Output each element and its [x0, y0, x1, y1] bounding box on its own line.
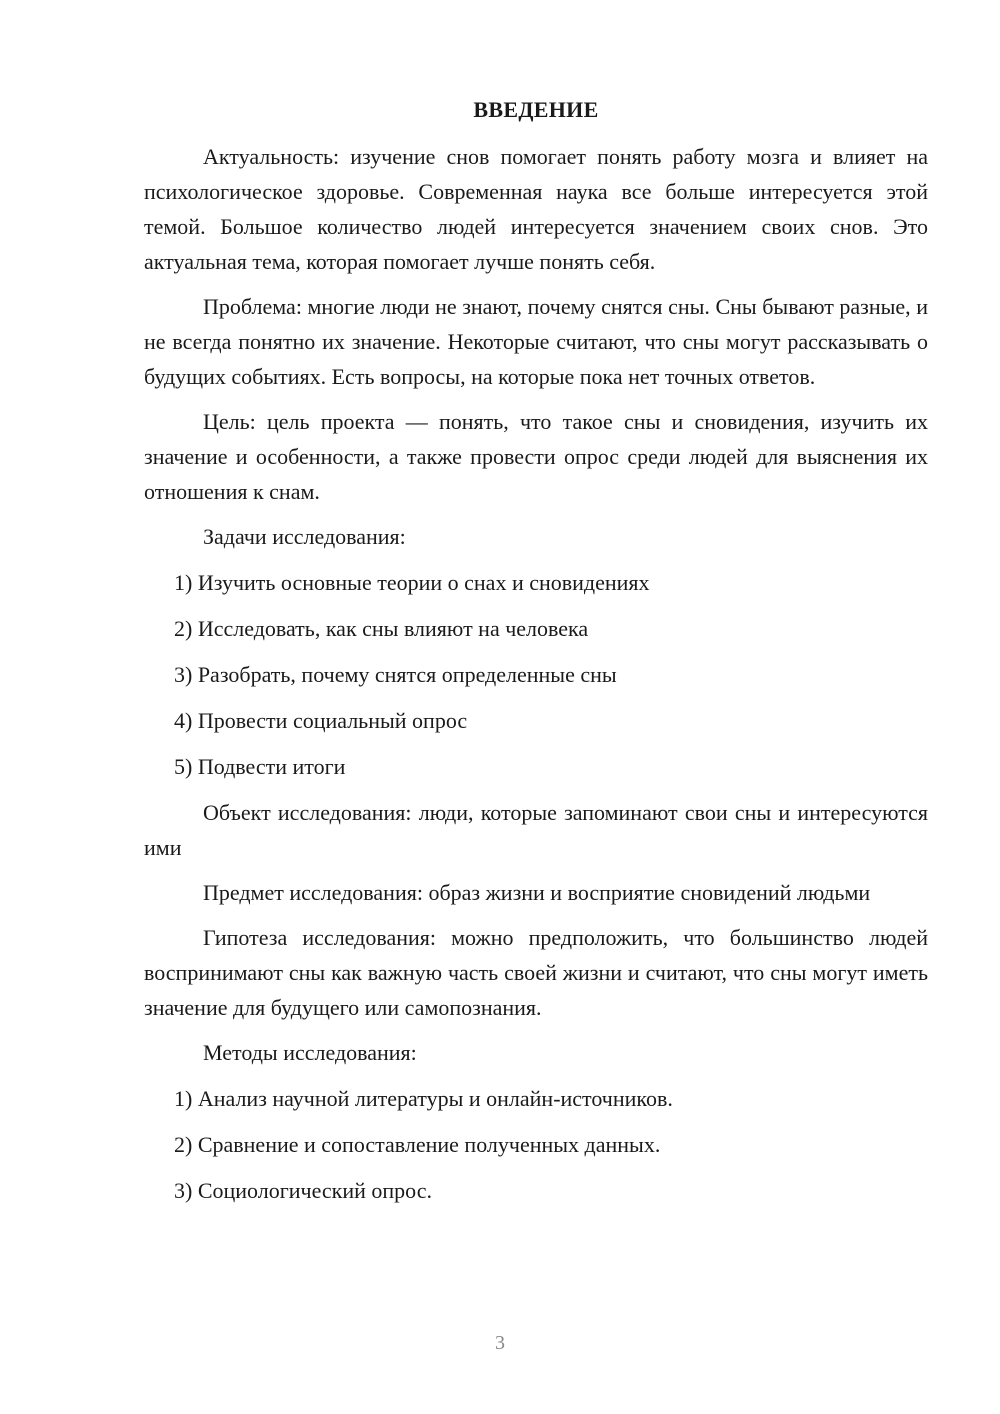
problem-paragraph: Проблема: многие люди не знают, почему снятся сны. Сны бывают разные, и не всегда понятно их значение. Некоторые считают, что сны могут рассказывать о будущих событиях. Есть вопросы, на которые пока нет точных ответов.: [144, 294, 928, 389]
list-item: 3) Разобрать, почему снятся определенные сны: [174, 662, 617, 687]
list-item: 1) Изучить основные теории о снах и сновидениях: [174, 570, 650, 595]
list-item: 2) Исследовать, как сны влияют на человека: [174, 616, 589, 641]
methods-heading: Методы исследования:: [203, 1040, 417, 1065]
document-page: [144, 95, 928, 1208]
hypothesis-paragraph: Гипотеза исследования: можно предположить, что большинство людей воспринимают сны как важную часть своей жизни и считают, что сны могут иметь значение для будущего или самопознания.: [144, 925, 928, 1020]
list-item: 3) Социологический опрос.: [174, 1178, 432, 1203]
page-number: 3: [495, 1332, 505, 1354]
list-item: 4) Провести социальный опрос: [174, 708, 468, 733]
goal-paragraph: Цель: цель проекта — понять, что такое сны и сновидения, изучить их значение и особенности, а также провести опрос среди людей для выяснения их отношения к снам.: [144, 409, 928, 504]
page-title: ВВЕДЕНИЕ: [473, 97, 599, 122]
object-paragraph: Объект исследования: люди, которые запоминают свои сны и интересуются ими: [144, 800, 928, 860]
list-item: 5) Подвести итоги: [174, 754, 346, 779]
tasks-heading: Задачи исследования:: [203, 524, 406, 549]
methods-list: [144, 1081, 928, 1208]
tasks-list: [144, 565, 928, 784]
list-item: 1) Анализ научной литературы и онлайн-источников.: [174, 1086, 673, 1111]
list-item: 2) Сравнение и сопоставление полученных данных.: [174, 1132, 661, 1157]
subject-paragraph: Предмет исследования: образ жизни и восприятие сновидений людьми: [203, 880, 871, 905]
relevance-paragraph: Актуальность: изучение снов помогает понять работу мозга и влияет на психологическое здоровье. Современная наука все больше интересуется этой темой. Большое количество людей интересуется значением своих снов. Это актуальная тема, которая помогает лучше понять себя.: [144, 144, 928, 274]
